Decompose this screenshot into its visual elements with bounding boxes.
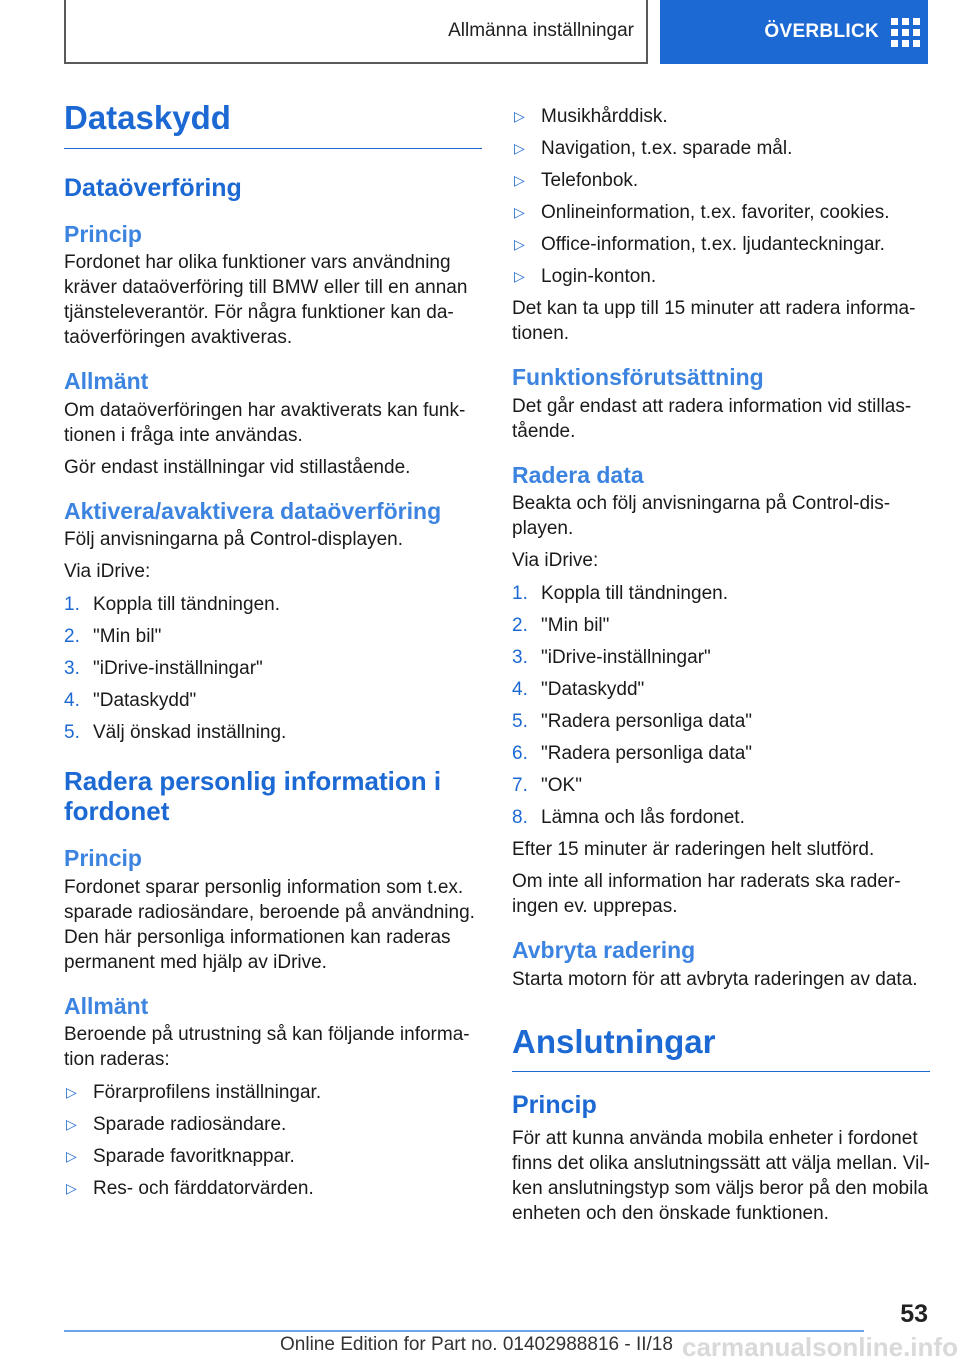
overview-button[interactable] (660, 0, 928, 64)
step-text: "Min bil" (541, 615, 610, 637)
list-item (64, 592, 482, 617)
after-text-1: Efter 15 minuter är raderingen helt slutförd. (512, 839, 875, 861)
heading-radera-data: Radera data (512, 461, 644, 488)
heading-princip-2: Princip (64, 845, 142, 872)
step-number: 4. (64, 690, 80, 712)
list-item (64, 624, 482, 649)
triangle-bullet-icon: ▷ (514, 172, 525, 188)
step-number: 3. (512, 647, 528, 669)
step-text: "OK" (541, 775, 582, 797)
bullet-text: Musikhårddisk. (541, 106, 668, 127)
step-number: 5. (512, 711, 528, 733)
triangle-bullet-icon: ▷ (514, 108, 525, 124)
list-item (512, 645, 930, 670)
del-text-2: Via iDrive: (512, 550, 599, 572)
step-text: "Radera personliga data" (541, 711, 753, 733)
footer-edition: Online Edition for Part no. 01402988816 - II/18 (280, 1334, 673, 1355)
left-column (64, 98, 482, 1208)
after-text-2: Om inte all information har raderats ska rader-ingen ev. upprepas. (512, 871, 901, 918)
list-item (512, 232, 930, 257)
step-text: "Radera personliga data" (541, 743, 753, 765)
triangle-bullet-icon: ▷ (514, 236, 525, 252)
section-title-anslutningar: Anslutningar (512, 1022, 930, 1073)
heading-avbryta: Avbryta radering (512, 937, 696, 964)
bullet-text: Office-information, t.ex. ljudanteckningar. (541, 234, 885, 255)
bullet-text: Navigation, t.ex. sparade mål. (541, 138, 793, 159)
triangle-bullet-icon: ▷ (66, 1116, 77, 1133)
bullet-text: Telefonbok. (541, 170, 639, 191)
list-item (64, 1080, 482, 1105)
list-item (512, 613, 930, 638)
heading-aktivera: Aktivera/avaktivera dataöverföring (64, 497, 442, 524)
princip-text-2: Fordonet sparar personlig information som t.ex. sparade radiosändare, beroende på användning. Den här personliga informationen kan raderas permanent med hjälp av iDrive. (64, 876, 475, 973)
step-text: "iDrive-inställningar" (93, 658, 263, 680)
header-section-title: Allmänna inställningar (448, 20, 634, 41)
overview-label: ÖVERBLICK (764, 21, 879, 42)
allmant-text-2: Gör endast inställningar vid stillastående. (64, 456, 411, 478)
step-number: 1. (512, 583, 528, 605)
heading-princip: Princip (64, 220, 142, 247)
list-item (512, 104, 930, 129)
step-text: "Dataskydd" (93, 690, 197, 712)
step-number: 6. (512, 743, 528, 765)
step-text: "Dataskydd" (541, 679, 645, 701)
list-item (512, 805, 930, 830)
aktivera-text-2: Via iDrive: (64, 561, 151, 583)
step-text: Koppla till tändningen. (93, 594, 280, 616)
footer-watermark: carmanualsonline.info (682, 1332, 958, 1362)
step-text: Koppla till tändningen. (541, 583, 728, 605)
triangle-bullet-icon: ▷ (514, 204, 525, 220)
grid-icon (891, 18, 920, 47)
list-item (64, 1144, 482, 1169)
triangle-bullet-icon: ▷ (514, 268, 525, 284)
bullet-text: Sparade radiosändare. (93, 1114, 287, 1136)
list-item (512, 773, 930, 798)
triangle-bullet-icon: ▷ (66, 1180, 77, 1197)
right-column (512, 104, 930, 1233)
heading-allmant-2: Allmänt (64, 992, 149, 1019)
step-number: 2. (512, 615, 528, 637)
list-item (512, 741, 930, 766)
del-text-1: Beakta och följ anvisningarna på Control-dis-playen. (512, 493, 891, 540)
list-item (64, 656, 482, 681)
bullet-text: Onlineinformation, t.ex. favoriter, cookies. (541, 202, 890, 223)
list-item (512, 168, 930, 193)
list-item (64, 688, 482, 713)
princip-text: Fordonet har olika funktioner vars användning kräver dataöverföring till BMW eller till en annan tjänsteleverantör. För några funktioner kan da-taöverföringen avaktiveras. (64, 252, 468, 349)
triangle-bullet-icon: ▷ (514, 140, 525, 156)
bullet-text: Förarprofilens inställningar. (93, 1082, 322, 1104)
step-number: 3. (64, 658, 80, 680)
delete-bullets-cont (512, 104, 930, 289)
heading-dataoverforing: Dataöverföring (64, 173, 242, 202)
step-text: Lämna och lås fordonet. (541, 807, 745, 829)
list-item (512, 136, 930, 161)
del-steps (512, 581, 930, 830)
list-item (64, 1112, 482, 1137)
list-item (64, 720, 482, 745)
step-number: 7. (512, 775, 528, 797)
bullet-text: Res- och färddatorvärden. (93, 1178, 314, 1200)
triangle-bullet-icon: ▷ (66, 1148, 77, 1165)
list-item (512, 581, 930, 606)
step-number: 2. (64, 626, 80, 648)
bullet-text: Login-konton. (541, 266, 657, 287)
header-section-tab (64, 0, 648, 64)
heading-radera-personlig: Radera personlig information i fordonet (64, 766, 442, 827)
delete-bullets (64, 1080, 482, 1201)
aktivera-steps (64, 592, 482, 745)
step-text: "iDrive-inställningar" (541, 647, 711, 669)
allmant-text-1: Om dataöverföringen har avaktiverats kan funk-tionen i fråga inte användas. (64, 399, 466, 446)
step-text: Välj önskad inställning. (93, 722, 287, 744)
conn-princip-text: För att kunna använda mobila enheter i fordonet finns det olika anslutningssätt att välja mellan. Vil-ken anslutningstyp som väljs beror på den mobila enheten och den önskade funktionen. (512, 1128, 930, 1225)
bullet-text: Sparade favoritknappar. (93, 1146, 295, 1168)
list-item (512, 200, 930, 225)
step-number: 5. (64, 722, 80, 744)
req-text: Det går endast att radera information vid stillas-tående. (512, 395, 912, 442)
list-item (64, 1176, 482, 1201)
heading-princip-3: Princip (512, 1091, 597, 1120)
section-title-dataskydd: Dataskydd (64, 98, 482, 149)
heading-allmant: Allmänt (64, 368, 149, 395)
duration-text: Det kan ta upp till 15 minuter att radera informa-tionen. (512, 298, 916, 344)
page-number: 53 (900, 1300, 928, 1328)
step-number: 4. (512, 679, 528, 701)
aktivera-text-1: Följ anvisningarna på Control-displayen. (64, 529, 404, 551)
allmant-text-3: Beroende på utrustning så kan följande informa-tion raderas: (64, 1024, 470, 1071)
list-item (512, 264, 930, 289)
step-number: 8. (512, 807, 528, 829)
list-item (512, 677, 930, 702)
heading-funktionsforutsattning: Funktionsförutsättning (512, 364, 764, 390)
step-text: "Min bil" (93, 626, 162, 648)
cancel-text: Starta motorn för att avbryta raderingen av data. (512, 968, 918, 990)
list-item (512, 709, 930, 734)
step-number: 1. (64, 594, 80, 616)
triangle-bullet-icon: ▷ (66, 1084, 77, 1101)
